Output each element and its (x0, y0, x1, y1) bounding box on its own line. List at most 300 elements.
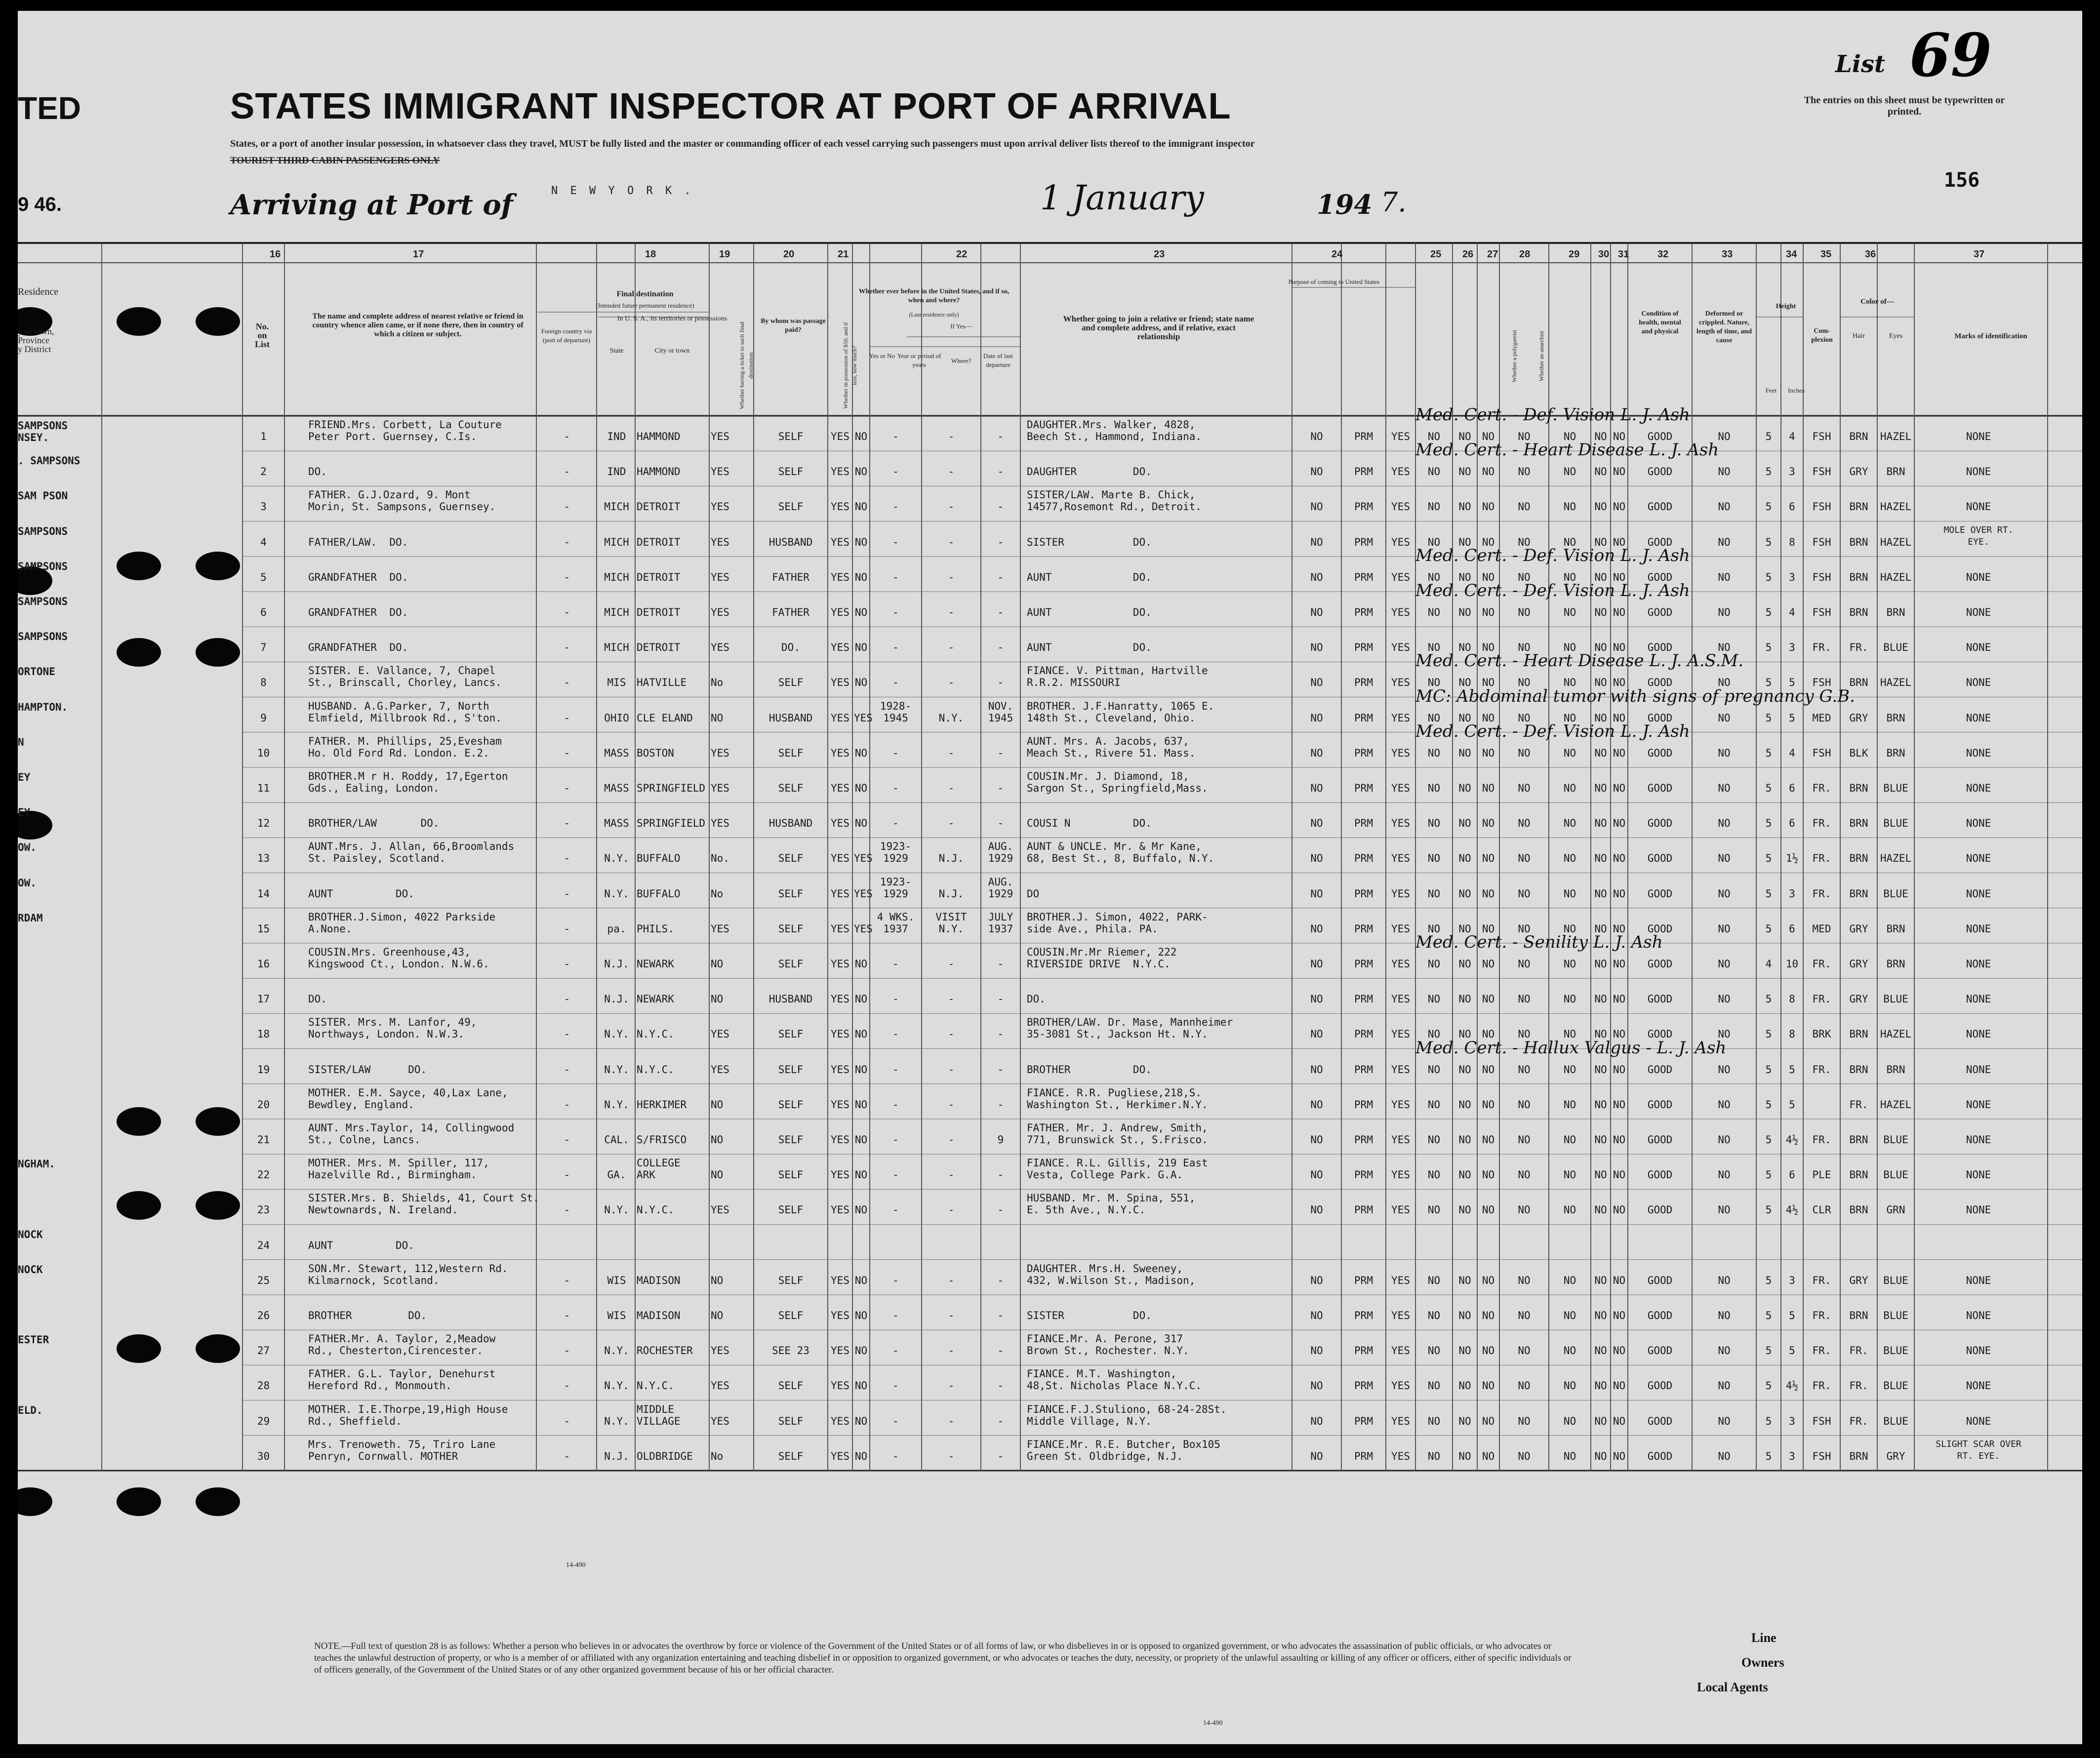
cell-c28: NO (1518, 1134, 1531, 1146)
cell-c31: NO (1613, 1380, 1626, 1392)
cell-c29: NO (1563, 1063, 1576, 1076)
cell-health: GOOD (1647, 1380, 1673, 1392)
cell-deformed: NO (1718, 993, 1731, 1005)
cell-c26: NO (1458, 887, 1471, 900)
cell-in: 6 (1789, 817, 1795, 830)
column-number: 16 (270, 249, 281, 260)
cell-city: MADISON (637, 1274, 681, 1286)
cell-deformed: NO (1718, 887, 1731, 900)
cell-eyes: HAZEL (1880, 1028, 1912, 1040)
cell-p2: PRM (1354, 958, 1373, 970)
header-if-yes: If Yes— (950, 322, 972, 330)
cell-c31: NO (1613, 1063, 1626, 1076)
cell-city: HAMMOND (637, 431, 681, 442)
cell-before: NO (854, 431, 868, 442)
cell-no: 15 (257, 922, 270, 935)
footer-note: NOTE.—Full text of question 28 is as follows: Whether a person who believes in or advocates the overthrow by force or violence of the Government of the United States or of all forms of law, or who disbelieves in or is opposed to organized government, or who advocates the assassination of public officials, or who advocates or teaches the unlawful destruction of property, or who is a member of or affiliated with any organization entertaining and teaching disbelief in or opposition to organized government, or who advocates or teaches the duty, necessity, or propriety of the unlawful assaulting or killing of any officer or officers, either of specific individuals or of officers generally, of the Government of the United States or of any other organized government because of his or her official character. (314, 1641, 1572, 1675)
cell-via: - (564, 536, 570, 548)
cell-before: NO (854, 993, 868, 1005)
cell-c27: NO (1482, 1134, 1495, 1146)
cell-city: NEWARK (637, 958, 674, 970)
cell-join: AUNT DO. (1027, 641, 1152, 654)
cell-state: MICH (604, 501, 629, 513)
cell-no: 16 (257, 958, 270, 970)
cell-years: 1928- 1945 (880, 700, 912, 724)
cell-deformed: NO (1718, 817, 1731, 830)
cell-before: NO (854, 782, 868, 794)
cell-c29: NO (1563, 747, 1576, 759)
header-where: Where? (951, 357, 971, 364)
cell-ft: 5 (1765, 571, 1772, 583)
cell-p2: PRM (1354, 1028, 1373, 1040)
cell-p1: NO (1310, 782, 1323, 794)
cell-years: - (892, 1274, 899, 1286)
cell-no: 7 (260, 641, 267, 654)
column-number: 33 (1722, 249, 1733, 260)
cell-c28: NO (1518, 958, 1531, 970)
cell-p1: NO (1310, 431, 1323, 442)
cell-depart: - (997, 1345, 1004, 1357)
cell-eyes: HAZEL (1880, 571, 1912, 583)
cell-eyes: BRN (1886, 606, 1905, 618)
cell-depart: - (997, 606, 1004, 618)
cell-p3: YES (1391, 1204, 1410, 1216)
cell-fifty: YES (831, 1204, 849, 1216)
residence-fragment: OW. (18, 841, 37, 854)
cell-marks: NONE (1966, 852, 1991, 865)
cell-comp: FR. (1812, 1063, 1831, 1076)
cell-ft: 5 (1765, 1098, 1772, 1111)
cell-comp: FR. (1812, 958, 1831, 970)
cell-p1: NO (1310, 958, 1323, 970)
cell-hair: BRN (1849, 1450, 1868, 1462)
cell-via: - (564, 817, 570, 830)
cell-p3: YES (1391, 641, 1410, 654)
cell-state: MICH (604, 571, 629, 583)
cell-c26: NO (1458, 747, 1471, 759)
cell-depart: - (997, 817, 1004, 830)
cell-c30: NO (1594, 712, 1607, 724)
cell-via: - (564, 1134, 570, 1146)
cell-marks: NONE (1966, 747, 1991, 759)
line-label: Line (1751, 1631, 1777, 1645)
cell-ticket: YES (711, 536, 729, 548)
cell-deformed: NO (1718, 852, 1731, 865)
cell-no: 13 (257, 852, 270, 865)
cell-hair: GRY (1849, 993, 1868, 1005)
cell-c25: NO (1427, 747, 1441, 759)
cell-friend: DO. (308, 466, 327, 478)
cell-p3: YES (1391, 747, 1410, 759)
cell-c28: NO (1518, 747, 1531, 759)
column-number: 19 (719, 249, 730, 260)
cell-c27: NO (1482, 958, 1495, 970)
cell-p2: PRM (1354, 1169, 1373, 1181)
cell-before: YES (854, 887, 873, 900)
cell-years: 4 WKS. 1937 (877, 911, 915, 935)
cell-paid: SELF (778, 466, 804, 478)
cell-comp: FSH (1812, 747, 1831, 759)
cell-via: - (564, 1063, 570, 1076)
cell-p3: YES (1391, 993, 1410, 1005)
cell-before: NO (854, 501, 868, 513)
cell-c30: NO (1594, 782, 1607, 794)
punch-hole (117, 1334, 161, 1363)
cell-deformed: NO (1718, 1169, 1731, 1181)
cell-city: DETROIT (637, 571, 681, 583)
cell-paid: SELF (778, 782, 804, 794)
cell-deformed: NO (1718, 747, 1731, 759)
cell-years: - (892, 1415, 899, 1427)
cell-in: 4½ (1785, 1134, 1799, 1146)
cell-ft: 5 (1765, 1134, 1772, 1146)
cell-eyes: BLUE (1883, 887, 1908, 900)
cell-health: GOOD (1647, 1345, 1673, 1357)
cell-c31: NO (1613, 1028, 1626, 1040)
cell-marks: NONE (1966, 1098, 1991, 1111)
cell-c28: NO (1518, 1169, 1531, 1181)
cell-c27: NO (1482, 1204, 1495, 1216)
cell-health: GOOD (1647, 1415, 1673, 1427)
cell-city: N.Y.C. (637, 1380, 674, 1392)
cell-marks: NONE (1966, 782, 1991, 794)
cell-eyes: BRN (1886, 1063, 1905, 1076)
cell-p3: YES (1391, 782, 1410, 794)
cell-hair: FR. (1849, 1415, 1868, 1427)
cell-years: - (892, 1098, 899, 1111)
cell-in: 5 (1789, 677, 1795, 689)
header-color-of: Color of— (1860, 298, 1894, 306)
cell-c25: NO (1427, 782, 1441, 794)
cell-city: MIDDLE VILLAGE (637, 1403, 681, 1427)
cell-state: N.Y. (604, 1380, 629, 1392)
cell-health: GOOD (1647, 641, 1673, 654)
cell-where: - (948, 536, 955, 548)
cell-eyes: BRN (1886, 958, 1905, 970)
cell-marks: NONE (1966, 1063, 1991, 1076)
cell-join: FIANCE. V. Pittman, Hartville R.R.2. MISSOURI (1027, 665, 1208, 689)
cell-friend: GRANDFATHER DO. (308, 606, 408, 618)
cell-comp: FR. (1812, 1345, 1831, 1357)
cell-deformed: NO (1718, 1098, 1731, 1111)
cell-hair: BRN (1849, 817, 1868, 830)
cell-city: NEWARK (637, 993, 674, 1005)
cell-hair: FR. (1849, 1098, 1868, 1111)
cell-c30: NO (1594, 431, 1607, 442)
cell-no: 24 (257, 1239, 270, 1251)
cell-p1: NO (1310, 712, 1323, 724)
cell-before: NO (854, 677, 868, 689)
cell-via: - (564, 1169, 570, 1181)
cell-ft: 5 (1765, 1169, 1772, 1181)
cell-comp: FSH (1812, 606, 1831, 618)
cell-ticket: YES (711, 641, 729, 654)
cell-hair: GRY (1849, 1274, 1868, 1286)
cell-where: - (948, 1134, 955, 1146)
header-date-departure: Date of last departure (983, 352, 1013, 368)
cell-no: 1 (260, 431, 267, 442)
cell-in: 5 (1789, 1098, 1795, 1111)
cell-join: FIANCE.Mr. A. Perone, 317 Brown St., Rochester. N.Y. (1027, 1333, 1189, 1357)
cell-p2: PRM (1354, 817, 1373, 830)
cell-friend: FATHER. G.L. Taylor, Denehurst Hereford Rd., Monmouth. (308, 1368, 496, 1392)
cell-c27: NO (1482, 606, 1495, 618)
header-yes-no: Yes or No (869, 352, 895, 360)
medical-annotation: Med. Cert. - Def. Vision L. J. Ash (1415, 545, 1690, 565)
header-anarchist: Whether an anarchist (1538, 331, 1545, 381)
cell-paid: SELF (778, 1310, 804, 1321)
cell-marks: NONE (1966, 1310, 1991, 1321)
cell-depart: - (997, 1310, 1004, 1321)
cell-c31: NO (1613, 466, 1626, 478)
cell-no: 30 (257, 1450, 270, 1462)
punch-hole (117, 638, 161, 667)
cell-comp: FR. (1812, 641, 1831, 654)
cell-c27: NO (1482, 677, 1495, 689)
cell-comp: FSH (1812, 466, 1831, 478)
cell-paid: HUSBAND (768, 712, 813, 724)
cell-hair: BRN (1849, 677, 1868, 689)
cell-ft: 5 (1765, 1380, 1772, 1392)
cell-join: COUSI N DO. (1027, 817, 1152, 830)
cell-years: - (892, 1063, 899, 1076)
cell-paid: SELF (778, 852, 804, 865)
cell-health: GOOD (1647, 887, 1673, 900)
cell-p1: NO (1310, 993, 1323, 1005)
cell-marks: NONE (1966, 817, 1991, 830)
cell-via: - (564, 1450, 570, 1462)
cell-where: - (948, 958, 955, 970)
column-number: 22 (956, 249, 968, 260)
punch-hole (196, 1487, 240, 1516)
cell-via: - (564, 1098, 570, 1111)
cell-p2: PRM (1354, 1415, 1373, 1427)
cell-fifty: YES (831, 1134, 849, 1146)
cell-c29: NO (1563, 466, 1576, 478)
cell-where: - (948, 571, 955, 583)
cell-p1: NO (1310, 501, 1323, 513)
header-year-period: Year or period of years (897, 352, 941, 368)
cell-state: MICH (604, 641, 629, 654)
cell-in: 4 (1789, 431, 1795, 442)
cell-fifty: YES (831, 1345, 849, 1357)
header-relative-friend: The name and complete address of nearest relative or friend in country whence alien came, or if none there, then in country of which a citizen or subject. (312, 312, 524, 338)
cell-c27: NO (1482, 536, 1495, 548)
residence-fragment: SAMPSONS (18, 560, 68, 572)
cell-where: - (948, 1450, 955, 1462)
cell-paid: SELF (778, 1415, 804, 1427)
cell-state: N.Y. (604, 852, 629, 865)
cell-eyes: HAZEL (1880, 852, 1912, 865)
cell-before: NO (854, 1380, 868, 1392)
cell-health: GOOD (1647, 1169, 1673, 1181)
cell-health: GOOD (1647, 958, 1673, 970)
cell-via: - (564, 1274, 570, 1286)
cell-ft: 5 (1765, 1450, 1772, 1462)
cell-hair: FR. (1849, 641, 1868, 654)
cell-p1: NO (1310, 747, 1323, 759)
cell-join: AUNT & UNCLE. Mr. & Mr Kane, 68, Best St., 8, Buffalo, N.Y. (1027, 840, 1214, 865)
cell-c25: NO (1427, 1204, 1441, 1216)
cell-where: - (948, 1415, 955, 1427)
cell-friend: AUNT.Mrs. J. Allan, 66,Broomlands St. Paisley, Scotland. (308, 840, 515, 865)
cell-depart: - (997, 501, 1004, 513)
cell-comp: FR. (1812, 1134, 1831, 1146)
punch-hole (117, 552, 161, 580)
cell-hair: GRY (1849, 958, 1868, 970)
cell-fifty: YES (831, 501, 849, 513)
cell-c29: NO (1563, 1345, 1576, 1357)
medical-annotation: Med. Cert. - Senility L. J. Ash (1415, 932, 1663, 952)
cell-p3: YES (1391, 1380, 1410, 1392)
cell-health: GOOD (1647, 536, 1673, 548)
cell-comp: FSH (1812, 1450, 1831, 1462)
cell-comp: FR. (1812, 1380, 1831, 1392)
cell-c27: NO (1482, 712, 1495, 724)
cell-health: GOOD (1647, 712, 1673, 724)
cell-health: GOOD (1647, 606, 1673, 618)
cell-c31: NO (1613, 712, 1626, 724)
cell-depart: NOV. 1945 (988, 700, 1013, 724)
cell-state: GA. (607, 1169, 626, 1181)
cell-p2: PRM (1354, 501, 1373, 513)
cell-c25: NO (1427, 887, 1441, 900)
cell-p2: PRM (1354, 1310, 1373, 1321)
cell-via: - (564, 677, 570, 689)
cell-health: GOOD (1647, 747, 1673, 759)
cell-join: SISTER DO. (1027, 536, 1152, 548)
cell-paid: FATHER (772, 571, 809, 583)
cell-years: - (892, 1028, 899, 1040)
arriving-port: N E W Y O R K . (551, 185, 694, 197)
cell-via: - (564, 993, 570, 1005)
list-label: List (1835, 50, 1886, 78)
cell-p1: NO (1310, 536, 1323, 548)
cell-join: AUNT. Mrs. A. Jacobs, 637, Meach St., Rivere 51. Mass. (1027, 735, 1196, 759)
cell-c26: NO (1458, 1415, 1471, 1427)
cell-c29: NO (1563, 993, 1576, 1005)
cell-city: CLE ELAND (637, 712, 693, 724)
cell-p2: PRM (1354, 852, 1373, 865)
cell-marks: NONE (1966, 958, 1991, 970)
cell-c29: NO (1563, 817, 1576, 830)
cell-c26: NO (1458, 1028, 1471, 1040)
cell-in: 5 (1789, 1310, 1795, 1321)
typed-note: The entries on this sheet must be typewritten or printed. (1804, 95, 2005, 117)
cell-c29: NO (1563, 782, 1576, 794)
cell-p2: PRM (1354, 782, 1373, 794)
cell-c27: NO (1482, 747, 1495, 759)
residence-fragment: EY (18, 806, 31, 819)
cell-c28: NO (1518, 1063, 1531, 1076)
cell-c29: NO (1563, 571, 1576, 583)
cell-ft: 5 (1765, 1063, 1772, 1076)
cell-eyes: BLUE (1883, 1345, 1908, 1357)
cell-no: 26 (257, 1310, 270, 1321)
arriving-year: 194 (1317, 189, 1373, 220)
manifest-sheet (18, 11, 2082, 1744)
cell-where: - (948, 1028, 955, 1040)
cell-c30: NO (1594, 1098, 1607, 1111)
cell-fifty: YES (831, 677, 849, 689)
cell-friend: AUNT DO. (308, 1239, 414, 1251)
column-number: 20 (783, 249, 795, 260)
cell-join: FIANCE. R.R. Pugliese,218,S. Washington St., Herkimer.N.Y. (1027, 1086, 1208, 1111)
cell-c26: NO (1458, 1063, 1471, 1076)
cell-comp: FSH (1812, 677, 1831, 689)
cell-comp: FR. (1812, 782, 1831, 794)
cell-c30: NO (1594, 1310, 1607, 1321)
cell-ft: 5 (1765, 1415, 1772, 1427)
cell-no: 29 (257, 1415, 270, 1427)
cell-before: NO (854, 747, 868, 759)
header-residence-sub: y or town, Province y District (18, 326, 54, 354)
arriving-date: 1 January (1040, 179, 1204, 218)
cell-before: NO (854, 1028, 868, 1040)
cell-p3: YES (1391, 958, 1410, 970)
cell-c26: NO (1458, 782, 1471, 794)
cell-via: - (564, 712, 570, 724)
cell-p2: PRM (1354, 1134, 1373, 1146)
cell-p1: NO (1310, 1204, 1323, 1216)
cell-c26: NO (1458, 993, 1471, 1005)
cell-p1: NO (1310, 1098, 1323, 1111)
cell-ticket: YES (711, 1345, 729, 1357)
cell-via: - (564, 1380, 570, 1392)
cell-friend: MOTHER. Mrs. M. Spiller, 117, Hazelville Rd., Birmingham. (308, 1157, 489, 1181)
header-no-on-list: No. on List (254, 321, 270, 349)
cell-eyes: BRN (1886, 712, 1905, 724)
cell-c30: NO (1594, 922, 1607, 935)
cell-eyes: GRY (1886, 1450, 1905, 1462)
cell-p1: NO (1310, 1169, 1323, 1181)
cell-ticket: YES (711, 922, 729, 935)
cell-health: GOOD (1647, 501, 1673, 513)
cell-comp: BRK (1812, 1028, 1831, 1040)
cell-c29: NO (1563, 431, 1576, 442)
cell-deformed: NO (1718, 1134, 1731, 1146)
cell-health: GOOD (1647, 922, 1673, 935)
cell-health: GOOD (1647, 571, 1673, 583)
cell-ticket: YES (711, 1063, 729, 1076)
cell-state: WIS (607, 1310, 626, 1321)
medical-annotation: Med. Cert. - Heart Disease L. J. Ash (1415, 440, 1719, 460)
cell-depart: - (997, 782, 1004, 794)
cell-hair: BRN (1849, 1204, 1868, 1216)
cell-eyes: BRN (1886, 747, 1905, 759)
cell-c31: NO (1613, 852, 1626, 865)
cell-ticket: NO (711, 958, 724, 970)
cell-c30: NO (1594, 1169, 1607, 1181)
cell-c31: NO (1613, 1134, 1626, 1146)
cell-via: - (564, 922, 570, 935)
cell-c26: NO (1458, 1169, 1471, 1181)
cell-c30: NO (1594, 1028, 1607, 1040)
cell-in: 8 (1789, 1028, 1795, 1040)
cell-c25: NO (1427, 922, 1441, 935)
cell-p1: NO (1310, 606, 1323, 618)
cell-no: 23 (257, 1204, 270, 1216)
cell-ft: 5 (1765, 466, 1772, 478)
cell-comp: FR. (1812, 1274, 1831, 1286)
cell-c25: NO (1427, 1380, 1441, 1392)
cell-p3: YES (1391, 571, 1410, 583)
cell-friend: SISTER.Mrs. B. Shields, 41, Court St. Newtownards, N. Ireland. (308, 1192, 539, 1216)
cell-c28: NO (1518, 641, 1531, 654)
cell-c25: NO (1427, 1063, 1441, 1076)
cell-ticket: YES (711, 1028, 729, 1040)
cell-c30: NO (1594, 852, 1607, 865)
